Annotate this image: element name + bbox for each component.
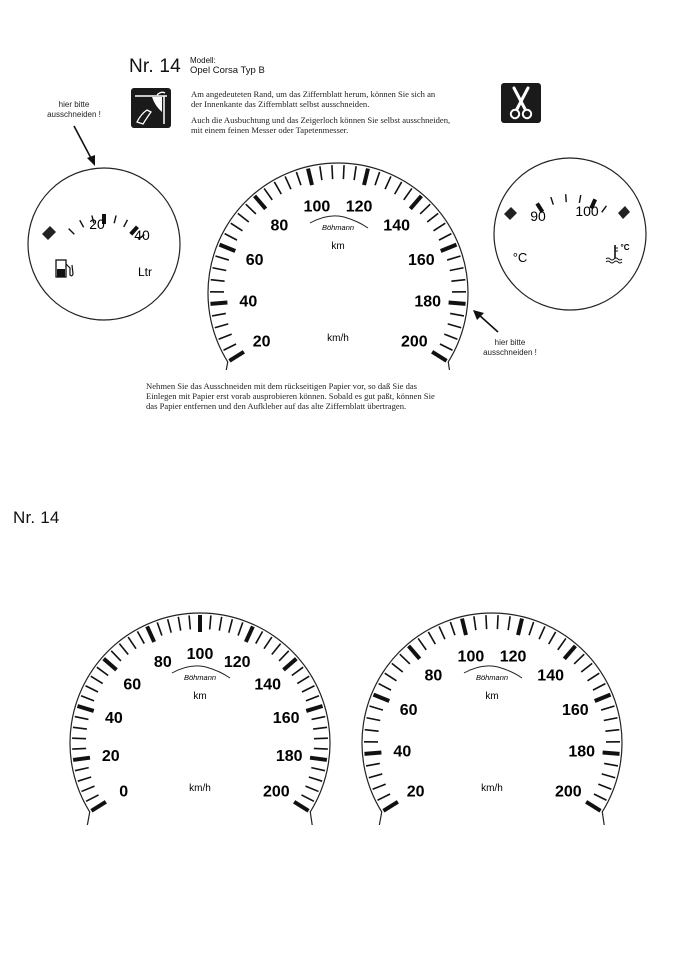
bottom-instructions [146,381,435,411]
tick [449,302,466,303]
instruction-line: Nehmen Sie das Ausschneiden mit dem rückseitigen Papier vor, so daß Sie das [146,381,418,391]
speed-label: 80 [153,654,172,672]
speed-label: 20 [406,783,425,801]
brand-name: Böhmann [321,223,355,232]
second-sheet-number: Nr. 14 [13,508,60,527]
speed-label: 200 [400,333,428,351]
speed-label: 60 [245,251,264,269]
coolant-icon-unit: °C [620,243,630,252]
tick [566,194,567,202]
tick [314,748,328,749]
scissors-icon [501,83,541,123]
instruction-line: mit einem feinen Messer oder Tapetenmesser. [191,125,349,135]
speed-label: 60 [399,701,418,719]
speed-label: 20 [252,333,271,351]
sheet-number: Nr. 14 [129,56,181,77]
peel-sticker-icon [131,88,171,128]
speed-label: 80 [270,217,289,235]
instruction-line: Einlegen mit Papier erst vorab ausprobieren können. Sobald es gut paßt, können Sie [146,391,435,401]
speed-label: 160 [407,251,435,269]
speedometer-bottom-left [60,600,345,825]
speed-label: 200 [554,783,582,801]
brand-name: Böhmann [475,673,509,682]
model-label: Modell: [190,56,216,65]
cut-note-line: ausschneiden ! [47,109,101,119]
instruction-paragraph-2 [191,115,450,135]
speed-unit: km/h [189,783,211,794]
speed-label: 200 [262,783,290,801]
speed-unit: km/h [481,783,503,794]
speed-label: 140 [254,676,282,694]
speed-label: 20 [101,747,120,765]
odometer-unit: km [485,691,499,702]
odometer-unit: km [331,241,345,252]
speed-label: 0 [119,783,129,801]
speedometer-top [195,155,485,370]
tick [497,615,498,629]
instruction-line: der Innenkante das Ziffernblatt selbst ausschneiden. [191,99,370,109]
tick [332,165,333,179]
speed-label: 40 [104,709,123,727]
brand-name: Böhmann [183,673,217,682]
speed-label: 100 [186,646,214,663]
temp-unit: °C [512,250,528,265]
instruction-line: das Papier entfernen und den Aufkleber auf das alte Ziffernblatt übertragen. [146,401,407,411]
odometer-unit: km [193,691,207,702]
speed-label: 40 [239,293,258,311]
cut-note-line: ausschneiden ! [483,347,537,357]
tick [210,302,227,303]
speed-label: 100 [303,198,331,216]
cut-note-line: hier bitte [58,100,90,109]
tick [343,165,344,179]
instruction-line: Am angedeuteten Rand, um das Ziffernblatt herum, können Sie sich an [191,89,436,99]
speed-label: 140 [537,667,565,685]
speed-label: 80 [424,667,443,685]
tick [603,752,620,753]
tick [310,758,327,760]
temp-label-90: 90 [530,208,546,224]
speed-unit: km/h [327,333,349,344]
cut-note-line: hier bitte [494,338,526,347]
instruction-paragraph-1 [191,89,435,109]
model-name: Opel Corsa Typ B [190,65,265,76]
speed-label: 60 [123,676,142,694]
fuel-label-20: 20 [89,216,105,232]
fuel-label-40: 40 [134,227,150,243]
speed-label: 40 [393,743,412,761]
cut-note-left [34,100,114,119]
tick [486,615,487,629]
temperature-gauge [480,150,665,330]
tick [72,738,86,739]
instruction-line: Auch die Ausbuchtung und das Zeigerloch können Sie selbst ausschneiden, [191,115,451,125]
speed-label: 100 [457,648,485,666]
speed-label: 120 [499,648,527,666]
tick [72,748,86,749]
speed-label: 140 [383,217,411,235]
speed-label: 180 [414,293,442,311]
speed-label: 120 [223,654,251,672]
tick [314,738,328,739]
speed-label: 160 [561,701,589,719]
temp-label-100: 100 [575,203,599,219]
tick [73,758,90,760]
speed-label: 180 [568,743,596,761]
tick [364,752,381,753]
speed-label: 120 [345,198,373,216]
fuel-gauge [20,160,200,340]
speed-label: 160 [272,709,300,727]
fuel-unit: Ltr [137,265,153,279]
speedometer-bottom-right [355,600,640,825]
speed-label: 180 [275,747,303,765]
